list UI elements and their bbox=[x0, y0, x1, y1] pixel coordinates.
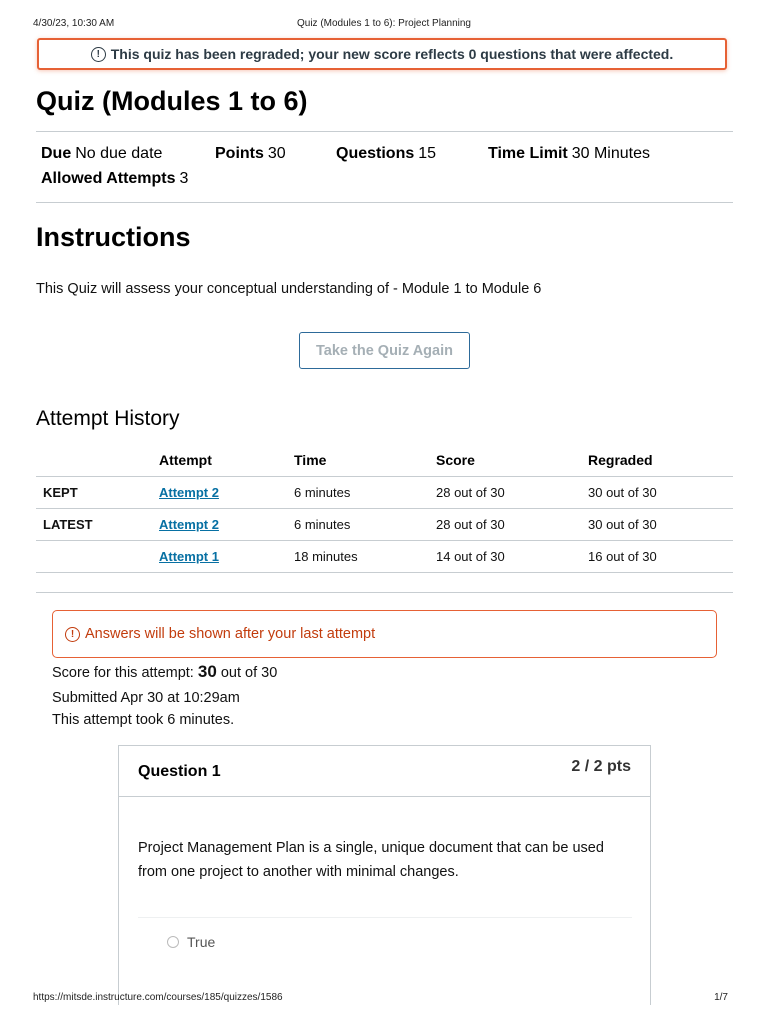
question-header bbox=[119, 746, 650, 797]
attempt-history-table bbox=[36, 444, 733, 573]
time-limit-field bbox=[488, 145, 650, 163]
attempt-score: 28 out of 30 bbox=[436, 509, 588, 541]
take-quiz-again-button[interactable]: Take the Quiz Again bbox=[299, 332, 470, 369]
table-row bbox=[36, 477, 733, 509]
table-row bbox=[36, 509, 733, 541]
regrade-banner bbox=[37, 38, 727, 70]
attempt-regraded: 30 out of 30 bbox=[588, 509, 733, 541]
print-doc-title: Quiz (Modules 1 to 6): Project Planning bbox=[297, 18, 471, 29]
attempt-score: 28 out of 30 bbox=[436, 477, 588, 509]
print-datetime: 4/30/23, 10:30 AM bbox=[33, 18, 115, 29]
due-label: Due bbox=[41, 145, 72, 162]
attempt-time: 6 minutes bbox=[294, 477, 436, 509]
column-header-regraded: Regraded bbox=[588, 452, 653, 468]
score-value: 30 bbox=[197, 662, 217, 681]
due-value: No due date bbox=[75, 145, 163, 162]
points-label: Points bbox=[215, 145, 264, 162]
answers-notice-text: Answers will be shown after your last attempt bbox=[85, 626, 376, 642]
divider bbox=[36, 202, 733, 203]
divider bbox=[36, 131, 733, 132]
instructions-text: This Quiz will assess your conceptual understanding of - Module 1 to Module 6 bbox=[36, 281, 542, 297]
attempt-link[interactable]: Attempt 1 bbox=[159, 549, 219, 564]
question-title: Question 1 bbox=[138, 763, 221, 780]
column-header-score: Score bbox=[436, 452, 475, 468]
attempt-score-line bbox=[52, 662, 277, 682]
time-limit-value: 30 Minutes bbox=[571, 145, 650, 162]
allowed-attempts-label: Allowed Attempts bbox=[41, 170, 176, 187]
attempt-link[interactable]: Attempt 2 bbox=[159, 517, 219, 532]
table-header-row bbox=[36, 444, 733, 477]
attempt-time: 6 minutes bbox=[294, 509, 436, 541]
question-card bbox=[118, 745, 651, 1005]
regrade-banner-text: This quiz has been regraded; your new score reflects 0 questions that were affected. bbox=[110, 46, 674, 62]
divider bbox=[36, 592, 733, 593]
time-limit-label: Time Limit bbox=[488, 145, 568, 162]
answer-option-true[interactable] bbox=[167, 934, 215, 950]
questions-label: Questions bbox=[336, 145, 415, 162]
attempt-duration: This attempt took 6 minutes. bbox=[52, 712, 235, 728]
question-points: 2 / 2 pts bbox=[571, 758, 631, 775]
radio-icon[interactable] bbox=[167, 936, 179, 948]
table-row bbox=[36, 541, 733, 573]
print-page-number: 1/7 bbox=[714, 992, 728, 1003]
print-url: https://mitsde.instructure.com/courses/185/quizzes/1586 bbox=[33, 992, 283, 1003]
attempt-regraded: 16 out of 30 bbox=[588, 541, 733, 573]
column-header bbox=[36, 444, 159, 477]
allowed-attempts-value: 3 bbox=[179, 170, 189, 187]
column-header-attempt: Attempt bbox=[159, 452, 212, 468]
questions-field bbox=[336, 145, 436, 163]
attempt-history-heading: Attempt History bbox=[36, 407, 180, 430]
row-label bbox=[36, 541, 159, 573]
attempt-time: 18 minutes bbox=[294, 541, 436, 573]
warning-icon: ! bbox=[91, 47, 106, 62]
attempt-link[interactable]: Attempt 2 bbox=[159, 485, 219, 500]
attempt-regraded: 30 out of 30 bbox=[588, 477, 733, 509]
due-field bbox=[41, 145, 162, 163]
score-suffix: out of 30 bbox=[220, 665, 278, 681]
submitted-time: Submitted Apr 30 at 10:29am bbox=[52, 690, 240, 706]
page-title: Quiz (Modules 1 to 6) bbox=[36, 86, 308, 116]
row-label: LATEST bbox=[36, 509, 159, 541]
warning-icon: ! bbox=[65, 627, 80, 642]
answer-option-label: True bbox=[187, 934, 216, 950]
instructions-heading: Instructions bbox=[36, 222, 191, 252]
answers-notice bbox=[52, 610, 717, 658]
column-header-time: Time bbox=[294, 452, 327, 468]
points-value: 30 bbox=[267, 145, 286, 162]
questions-value: 15 bbox=[418, 145, 437, 162]
question-text: Project Management Plan is a single, unique document that can be used from one project to another with minimal changes. bbox=[138, 840, 604, 880]
score-prefix: Score for this attempt: bbox=[52, 665, 194, 681]
allowed-attempts-field bbox=[41, 170, 188, 188]
points-field bbox=[215, 145, 286, 163]
attempt-score: 14 out of 30 bbox=[436, 541, 588, 573]
divider bbox=[138, 917, 632, 918]
row-label: KEPT bbox=[36, 477, 159, 509]
